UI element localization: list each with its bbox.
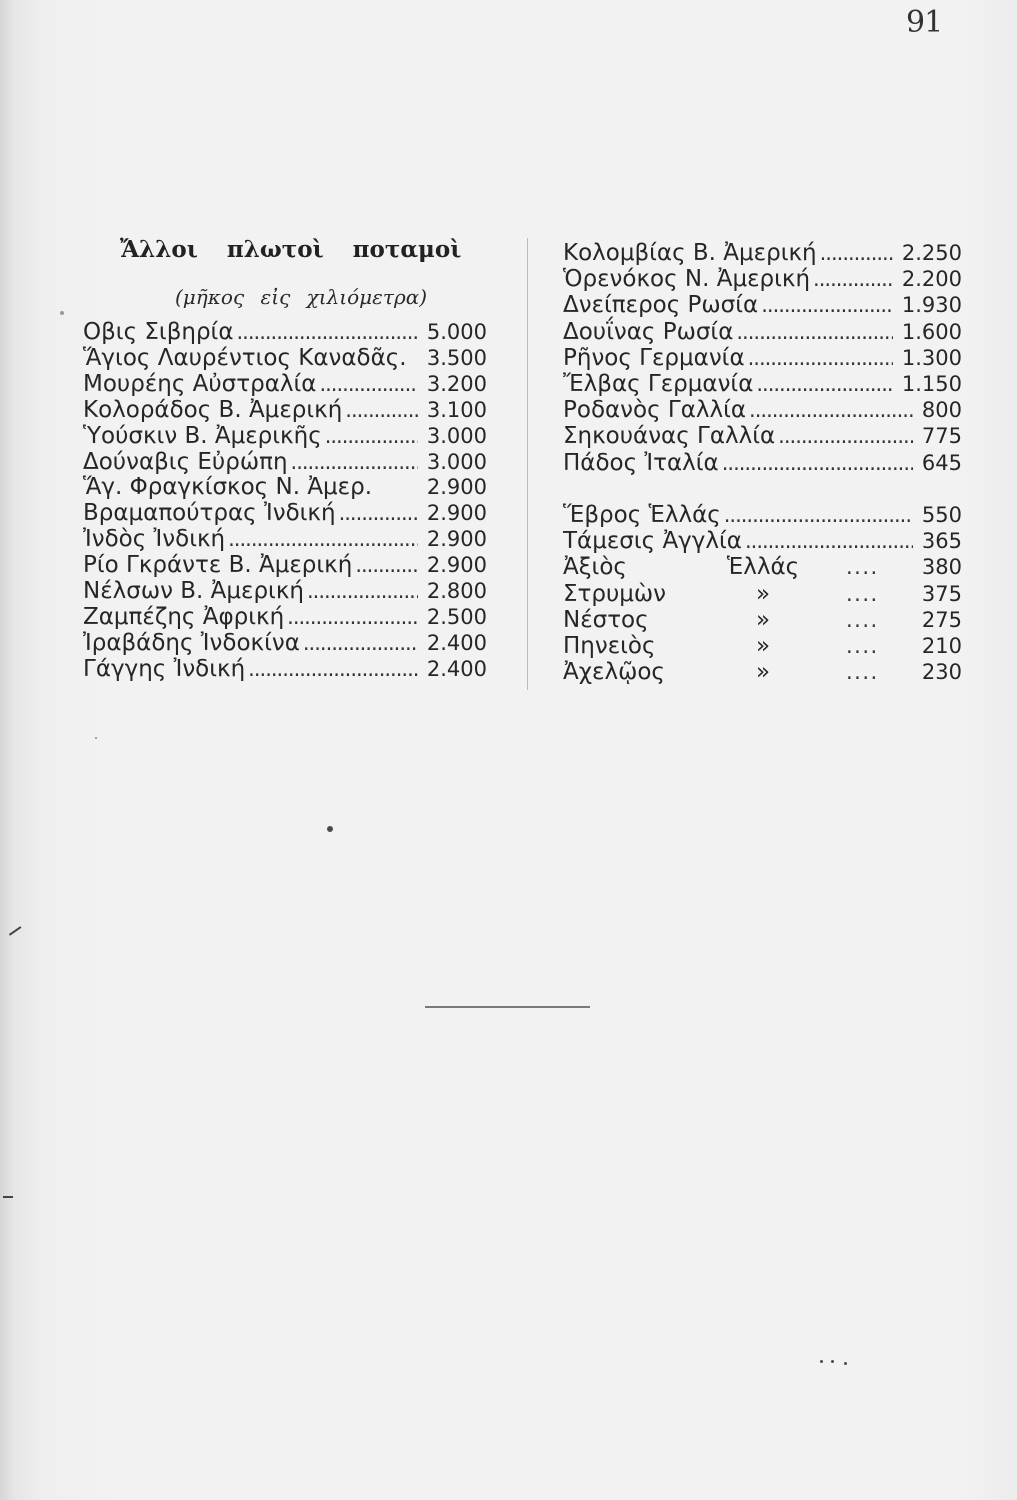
scan-speck	[820, 1360, 823, 1363]
scan-mark	[3, 1196, 13, 1198]
river-name: Ἀξιὸς	[563, 554, 627, 581]
scan-mark	[9, 926, 21, 935]
river-row	[563, 633, 962, 659]
river-region: »	[755, 632, 771, 659]
river-length: 2.400	[426, 656, 487, 681]
left-river-list	[83, 319, 487, 682]
column-subtitle: (μῆκος εἰς χιλιόμετρα)	[175, 285, 428, 309]
dot-leader	[355, 552, 418, 578]
dot-leader	[846, 581, 913, 607]
river-row	[563, 319, 962, 345]
river-row	[83, 319, 487, 345]
river-name: Ὑούσκιν Β. Ἀμερικῆς	[83, 422, 322, 449]
dot-leader	[237, 319, 418, 345]
river-length: 2.800	[426, 579, 487, 604]
river-row	[563, 292, 962, 318]
river-region: »	[755, 580, 771, 607]
river-name: Ρῆνος Γερμανία	[563, 344, 745, 371]
river-name: Κολομβίας Β. Ἀμερική	[563, 240, 817, 266]
river-length: 1.300	[901, 345, 962, 370]
river-row	[83, 449, 487, 475]
dot-leader	[228, 526, 418, 552]
dot-leader	[749, 397, 913, 423]
dot-leader	[745, 528, 913, 554]
river-row	[563, 266, 962, 292]
river-length: 3.200	[426, 371, 487, 396]
dot-leader	[736, 319, 893, 345]
river-length: 3.100	[426, 397, 487, 422]
river-length: 1.930	[901, 293, 962, 318]
river-row	[563, 345, 962, 371]
river-name: Ζαμπέζης Ἀφρική	[83, 603, 285, 630]
dot-leader	[813, 266, 893, 292]
river-row	[83, 371, 487, 397]
dot-leader	[291, 449, 418, 475]
dot-leader	[724, 502, 913, 528]
river-name: Γάγγης Ἰνδική	[83, 655, 246, 682]
river-name: Πάδος Ἰταλία	[563, 449, 719, 476]
river-length: 2.900	[426, 553, 487, 578]
river-region: »	[755, 606, 771, 633]
river-length: 5.000	[426, 320, 487, 344]
river-row	[83, 552, 487, 578]
column-divider	[527, 238, 528, 690]
river-name: Ἀχελῷος	[563, 659, 665, 686]
river-row	[563, 240, 962, 266]
river-name: Κολοράδος Β. Ἀμερική	[83, 396, 343, 423]
river-name: Πηνειὸς	[563, 632, 656, 659]
scan-speck	[327, 826, 333, 832]
river-length: 800	[921, 398, 962, 423]
river-length: 2.900	[426, 501, 487, 526]
river-row	[563, 397, 962, 423]
river-name: Δουΐνας Ρωσία	[563, 318, 734, 345]
dot-leader	[756, 371, 893, 397]
river-length: 3.500	[426, 345, 487, 370]
river-name: Οβις Σιβηρία	[83, 319, 234, 345]
column-title: Ἄλλοι πλωτοὶ ποταμοὶ	[120, 236, 462, 263]
river-row	[83, 604, 487, 630]
dot-leader	[307, 578, 418, 604]
river-row	[83, 578, 487, 604]
river-length: 1.600	[901, 319, 962, 344]
river-row	[563, 554, 962, 580]
river-name: Ἔλβας Γερμανία	[563, 370, 754, 397]
river-row	[83, 423, 487, 449]
river-row	[83, 345, 487, 371]
scan-speck	[60, 311, 64, 315]
horizontal-rule	[425, 1006, 590, 1008]
river-row	[563, 502, 962, 528]
river-length: 2.500	[426, 604, 487, 629]
river-length: 365	[921, 529, 962, 554]
river-length: 550	[921, 503, 962, 527]
river-length: 230	[921, 660, 962, 685]
river-name: Ροδανὸς Γαλλία	[563, 397, 747, 424]
dot-leader	[287, 604, 418, 630]
river-row	[83, 526, 487, 552]
river-row	[83, 630, 487, 656]
river-name: Ἅγιος Λαυρέντιος Καναδᾶς.	[83, 344, 407, 371]
dot-leader	[748, 345, 893, 371]
river-length: 3.000	[426, 449, 487, 474]
river-name: Τάμεσις Ἀγγλία	[563, 528, 742, 555]
page-number: 91	[906, 5, 943, 40]
scan-speck	[844, 1362, 847, 1365]
dot-leader	[325, 423, 418, 449]
river-length: 645	[921, 450, 962, 475]
dot-leader	[722, 450, 913, 476]
river-length: 2.250	[901, 241, 962, 265]
scan-speck	[95, 737, 97, 739]
river-name: Ἰραβάδης Ἰνδοκίνα	[83, 629, 300, 656]
river-length: 775	[921, 424, 962, 449]
river-name: Σηκουάνας Γαλλία	[563, 423, 776, 450]
dot-leader	[846, 554, 913, 580]
river-length: 2.400	[426, 630, 487, 655]
dot-leader	[761, 292, 893, 318]
river-row	[563, 528, 962, 554]
river-row	[83, 500, 487, 526]
river-name: Βραμαπούτρας Ἰνδική	[83, 500, 336, 527]
dot-leader	[820, 240, 893, 266]
river-length: 380	[921, 555, 962, 580]
river-name: Ἕβρος Ἑλλάς	[563, 502, 721, 528]
river-row	[563, 581, 962, 607]
river-name: Νέστος	[563, 606, 649, 633]
river-length: 375	[921, 581, 962, 606]
right-river-list-lower	[563, 502, 962, 685]
dot-leader	[319, 371, 417, 397]
river-name: Δνείπερος Ρωσία	[563, 292, 759, 319]
river-length: 2.900	[426, 475, 487, 500]
scan-speck	[831, 1360, 834, 1363]
river-row	[83, 397, 487, 423]
river-region: »	[755, 659, 771, 686]
dot-leader	[846, 659, 913, 685]
dot-leader	[846, 633, 913, 659]
river-name: Δούναβις Εὐρώπη	[83, 448, 288, 475]
river-row	[83, 474, 487, 500]
river-name: Ὁρενόκος Ν. Ἀμερική	[563, 266, 811, 293]
right-river-list-upper	[563, 240, 962, 476]
river-name: Ρίο Γκράντε Β. Ἀμερική	[83, 552, 353, 579]
dot-leader	[375, 474, 418, 500]
river-length: 275	[921, 607, 962, 632]
river-row	[563, 659, 962, 685]
river-row	[563, 371, 962, 397]
dot-leader	[345, 397, 418, 423]
river-row	[563, 450, 962, 476]
dot-leader	[778, 423, 913, 449]
river-name: Στρυμὼν	[563, 580, 667, 607]
dot-leader	[303, 630, 418, 656]
dot-leader	[339, 500, 418, 526]
dot-leader	[410, 345, 418, 371]
river-length: 1.150	[901, 371, 962, 396]
river-name: Ἅγ. Φραγκίσκος Ν. Ἀμερ.	[83, 474, 373, 501]
river-length: 3.000	[426, 423, 487, 448]
river-length: 2.900	[426, 527, 487, 552]
river-name: Νέλσων Β. Ἀμερική	[83, 578, 304, 605]
river-row	[83, 656, 487, 682]
river-name: Μουρέης Αὐστραλία	[83, 370, 317, 397]
river-length: 210	[921, 633, 962, 658]
river-region: Ἑλλάς	[726, 554, 800, 581]
river-row	[563, 423, 962, 449]
dot-leader	[248, 656, 418, 682]
river-row	[563, 607, 962, 633]
dot-leader	[846, 607, 913, 633]
river-length: 2.200	[901, 267, 962, 292]
river-name: Ἰνδὸς Ἰνδική	[83, 526, 226, 553]
